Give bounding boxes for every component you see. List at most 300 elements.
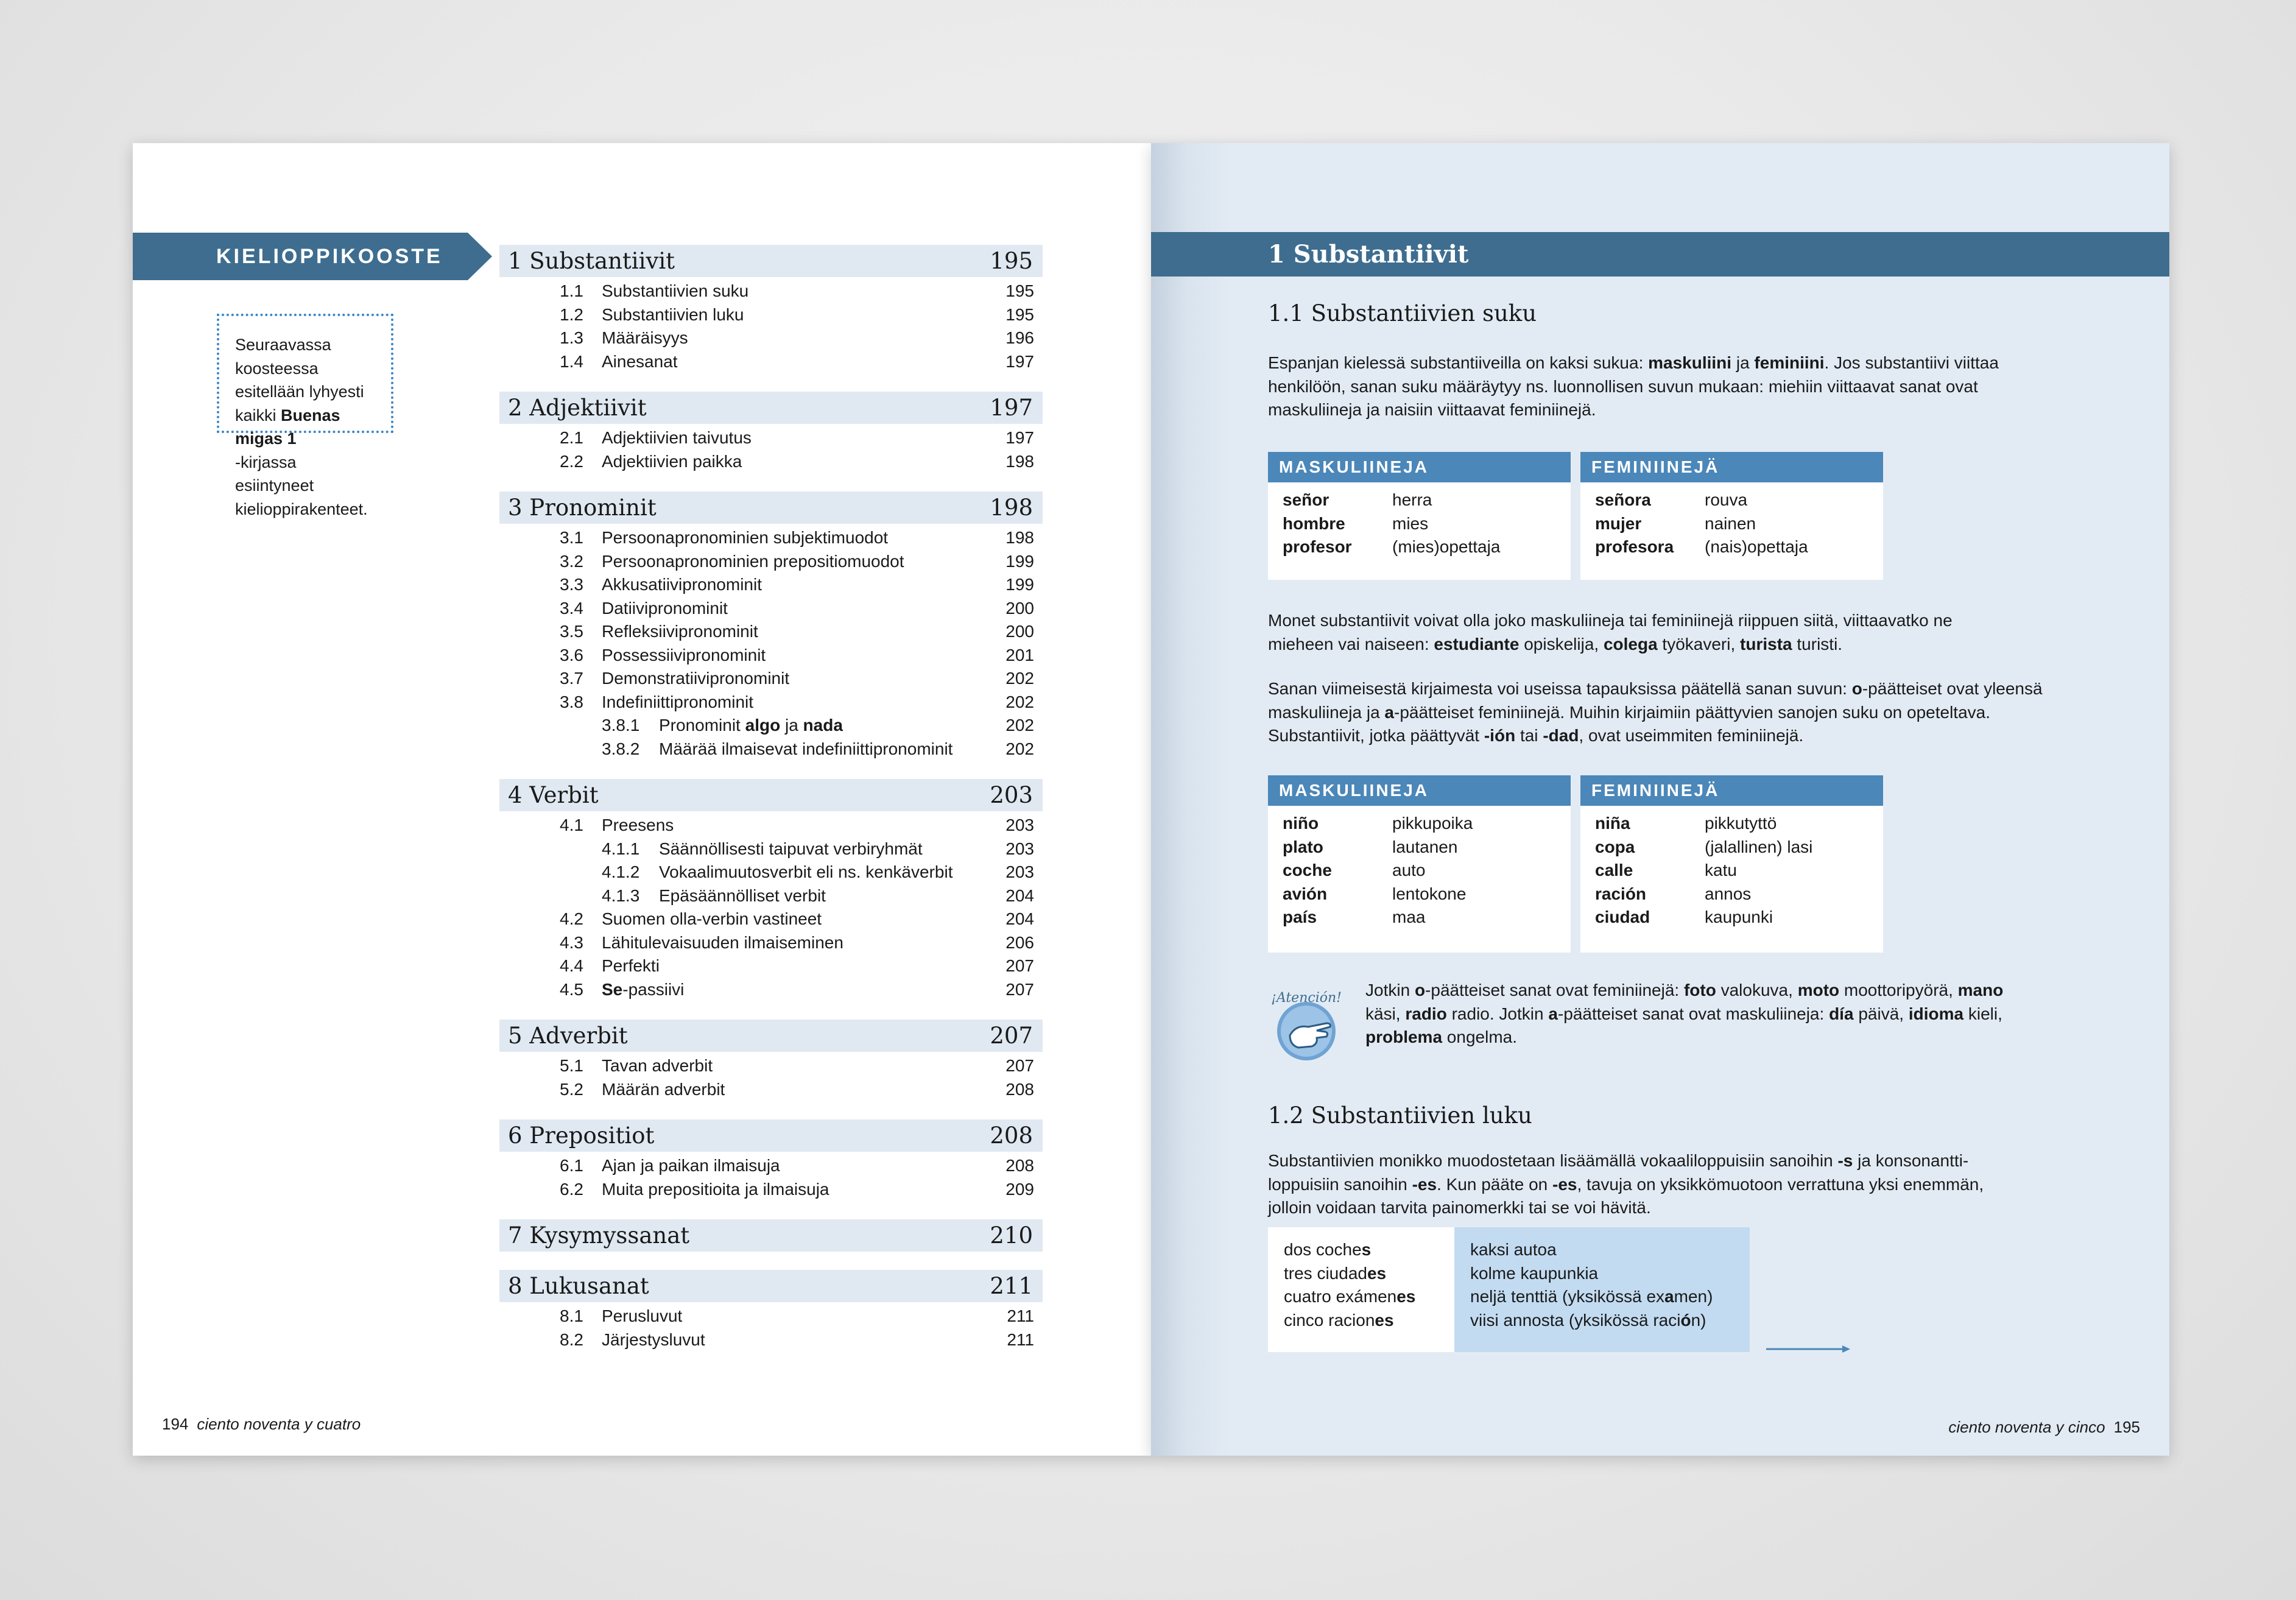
paragraph-word-endings [1268,677,2078,748]
toc-chapter-heading [499,779,1043,811]
toc-chapter-heading [499,1020,1043,1052]
banner-arrow-shape [468,233,492,280]
text-run: Monet substantiivit voivat olla joko maskuliineja tai feminiinejä riippuen siitä, viittaavatko ne [1268,611,1953,630]
text-run: . Kun pääte on [1437,1174,1553,1194]
chapter-page-number: 208 [990,1122,1033,1149]
entry-title: Substantiivien suku [602,281,749,300]
vocab-header: FEMINIINEJÄ [1580,452,1883,482]
bold-term: a [1384,702,1394,722]
text-run: -passiivi [622,979,685,999]
entry-number: 2.1 [560,428,583,447]
chapter-page-number: 211 [990,1273,1033,1299]
text-run: kolme kaupunkia [1470,1263,1599,1283]
bold-term: Se [602,979,623,999]
entry-number: 3.8 [560,692,583,711]
atencion-label: ¡Atención! [1271,990,1342,1006]
text-run: kieli, [1963,1004,2002,1023]
toc-entry-list [499,277,1043,373]
bold-term: feminiini [1754,353,1825,372]
bold-term: radio [1405,1004,1447,1023]
vocab-table-masculine [1268,775,1571,953]
toc-entry [499,907,1043,931]
bold-term: moto [1797,981,1840,999]
text-run: Substantiivien monikko muodostetaan lisäämällä vokaaliloppuisiin sanoihin [1268,1151,1838,1170]
entry-number: 6.1 [560,1156,583,1175]
section-title: 1 Substantiivit [1268,240,1469,269]
vocab-header: MASKULIINEJA [1268,452,1571,482]
text-run: valokuva, [1716,981,1798,999]
text-run: n) [1691,1310,1706,1330]
toc-entry [499,573,1043,597]
text-run: ja konsonantti- [1853,1151,1969,1170]
finnish-translation: pikkutyttö [1705,814,1777,833]
spanish-word: profesora [1595,537,1674,556]
entry-page-number: 203 [1005,839,1034,858]
vocab-header: MASKULIINEJA [1268,775,1571,806]
toc-entry [499,667,1043,691]
spanish-word: señor [1283,490,1329,509]
toc-chapter-heading [499,245,1043,277]
entry-page-number: 207 [1005,1056,1034,1075]
plural-ending: es [1396,1287,1416,1306]
text-run: kaksi autoa [1470,1240,1557,1259]
finnish-translation: katu [1705,861,1737,879]
entry-title: Possessiivipronominit [602,645,766,664]
plural-spanish [1284,1285,1415,1309]
entry-title [659,714,843,738]
entry-title: Demonstratiivipronominit [602,669,790,688]
toc-chapter-heading [499,1219,1043,1252]
bold-term: nada [803,716,843,735]
entry-number: 4.1.2 [602,862,640,881]
text-run: käsi, [1365,1004,1406,1023]
toc-entry [499,597,1043,621]
vocab-rows [1268,482,1571,559]
vocab-rows [1268,806,1571,929]
entry-number: 5.2 [560,1079,583,1099]
entry-number: 4.3 [560,932,583,952]
finnish-translation: auto [1392,861,1426,879]
vocab-table-feminine [1580,452,1883,580]
vocab-row [1580,812,1883,836]
toc-entry [499,550,1043,574]
toc-entry [499,1328,1043,1352]
toc-entry [499,931,1043,955]
text-run: -päätteiset sanat ovat feminiinejä: [1425,981,1684,999]
entry-title: Määrää ilmaisevat indefiniittipronominit [659,739,953,758]
toc-entry [499,714,1043,738]
toc-entry [499,837,1043,861]
text-run: -päätteiset sanat ovat maskuliineja: [1557,1004,1829,1023]
entry-page-number: 211 [1007,1306,1034,1325]
entry-title: Substantiivien luku [602,305,744,324]
text-run: -päätteiset feminiinejä. Muihin kirjaimiin päättyvien sanojen suku on opeteltava. [1394,702,1990,722]
text-run: -päätteiset ovat yleensä [1862,679,2043,698]
entry-title: Indefiniittipronominit [602,692,754,711]
entry-page-number: 201 [1005,645,1034,664]
text-run: ja [780,716,803,735]
entry-number: 8.2 [560,1330,583,1349]
toc-entry [499,526,1043,550]
finnish-translation: (nais)opettaja [1705,537,1808,556]
page-number-words: ciento noventa y cuatro [197,1415,361,1433]
entry-title: Datiivipronominit [602,598,728,618]
entry-page-number: 199 [1005,551,1034,571]
intro-line: esitellään lyhyesti [235,382,364,401]
chapter-page-number: 210 [990,1222,1033,1249]
text-run: Pronominit [659,716,745,735]
entry-number: 1.3 [560,328,583,347]
plural-ending: es [1367,1263,1387,1283]
spanish-word: niño [1283,814,1319,833]
intro-line: kielioppirakenteet. [235,499,368,518]
entry-number: 3.8.2 [602,739,640,758]
text-run: neljä tenttiä (yksikössä ex [1470,1287,1665,1306]
toc-entry [499,1305,1043,1328]
entry-page-number: 202 [1005,739,1034,758]
bold-term: o [1414,981,1426,999]
entry-page-number: 203 [1005,862,1034,881]
vocab-row [1268,535,1571,559]
entry-number: 3.6 [560,645,583,664]
entry-number: 1.1 [560,281,583,300]
entry-number: 1.4 [560,351,583,371]
toc-entry [499,350,1043,374]
vocab-row [1580,859,1883,883]
entry-page-number: 202 [1005,716,1034,735]
entry-number: 1.2 [560,305,583,324]
text-run: , tavuja on yksikkömuotoon verrattuna yksi enemmän, [1577,1174,1984,1194]
page-number: 195 [2113,1418,2140,1436]
toc-entry-list [499,1302,1043,1352]
chapter-title: 2 Adjektiivit [508,395,647,421]
bold-term: problema [1365,1027,1443,1046]
bold-term: a [1548,1004,1558,1023]
spanish-word: hombre [1283,513,1345,533]
bold-term: turista [1740,634,1792,654]
chapter-page-number: 198 [990,495,1033,521]
text-run: viisi annosta (yksikössä raci [1470,1310,1681,1330]
bold-term: -s [1837,1151,1853,1170]
toc-entry [499,326,1043,350]
toc-entry [499,978,1043,1002]
text-run: moottoripyörä, [1839,981,1958,999]
bold-term: día [1829,1004,1854,1023]
text-run: dos coche [1284,1240,1362,1259]
vocab-row [1580,535,1883,559]
entry-number: 4.5 [560,979,583,999]
toc-entry [499,1178,1043,1202]
plural-finnish [1470,1309,1706,1333]
text-run: cuatro exámen [1284,1287,1397,1306]
bold-term: foto [1683,981,1716,999]
table-of-contents [499,245,1043,1352]
entry-page-number: 197 [1005,428,1034,447]
finnish-translation: lentokone [1392,884,1467,903]
toc-entry-list [499,811,1043,1001]
entry-title: Säännöllisesti taipuvat verbiryhmät [659,839,923,858]
entry-page-number: 202 [1005,692,1034,711]
plural-spanish [1284,1238,1371,1262]
right-page [1151,143,2169,1456]
vocab-row [1268,859,1571,883]
finnish-translation: kaupunki [1705,907,1773,926]
intro-line: kaikki [235,406,281,425]
entry-page-number: 208 [1005,1156,1034,1175]
text-run: opiskelija, [1519,634,1604,654]
text-run: työkaveri, [1657,634,1741,654]
toc-entry [499,303,1043,327]
chapter-title: 3 Pronominit [508,495,657,521]
plural-spanish [1284,1262,1386,1286]
atencion-icon [1261,978,1352,1069]
entry-title [602,978,684,1002]
entry-number: 4.1 [560,816,583,834]
bold-term: -ión [1484,726,1516,745]
vocab-rows [1580,806,1883,929]
spanish-word: niña [1595,814,1630,833]
spanish-word: copa [1595,837,1635,856]
text-run: ja [1731,353,1755,372]
paragraph-gender [1268,351,2078,422]
text-run: päivä, [1853,1004,1909,1023]
entry-number: 3.4 [560,598,583,618]
vocab-row [1268,488,1571,512]
entry-title: Adjektiivien taivutus [602,428,752,447]
toc-chapter-heading [499,1119,1043,1152]
entry-number: 6.2 [560,1179,583,1199]
entry-page-number: 204 [1005,886,1034,905]
entry-title: Perusluvut [602,1306,683,1325]
text-run: Sanan viimeisestä kirjaimesta voi useissa tapauksissa päätellä sanan suvun: [1268,679,1852,698]
vocab-table-masculine [1268,452,1571,580]
chapter-title: 1 Substantiivit [508,248,675,274]
entry-page-number: 208 [1005,1079,1034,1099]
page-footer-left [162,1415,361,1434]
spanish-word: mujer [1595,513,1642,533]
vocab-row [1580,836,1883,859]
text-run: loppuisiin sanoihin [1268,1174,1412,1194]
subsection-heading: 1.2 Substantiivien luku [1268,1102,1532,1129]
spanish-word: plato [1283,837,1323,856]
entry-number: 3.7 [560,669,583,688]
finnish-translation: nainen [1705,513,1756,533]
vocab-row [1268,883,1571,906]
toc-entry-list [499,524,1043,761]
intro-box [217,314,393,518]
entry-page-number: 207 [1005,979,1034,999]
paragraph-either-gender [1268,609,2078,656]
toc-entry [499,861,1043,884]
chapter-title: 4 Verbit [508,782,599,808]
text-run: . Jos substantiivi viittaa [1824,353,1999,372]
entry-title: Ainesanat [602,351,678,371]
entry-number: 3.1 [560,528,583,547]
entry-page-number: 198 [1005,528,1034,547]
finnish-translation: (jalallinen) lasi [1705,837,1813,856]
entry-number: 3.3 [560,575,583,594]
toc-entry [499,1054,1043,1078]
vocab-row [1580,906,1883,929]
entry-title: Järjestysluvut [602,1330,705,1349]
entry-page-number: 196 [1005,328,1034,347]
chapter-page-number: 195 [990,248,1033,274]
text-run: radio. Jotkin [1446,1004,1549,1023]
page-footer-right [1948,1418,2140,1437]
toc-entry [499,280,1043,303]
toc-entry [499,426,1043,450]
text-run: maskuliineja ja naisiin viittaavat feminiinejä. [1268,400,1596,419]
toc-entry [499,738,1043,761]
text-run: men) [1674,1287,1713,1306]
finnish-translation: pikkupoika [1392,814,1473,833]
entry-number: 4.1.3 [602,886,640,905]
chapter-page-number: 207 [990,1023,1033,1049]
left-page [133,143,1151,1456]
text-run: Jotkin [1365,981,1415,999]
finnish-translation: rouva [1705,490,1748,509]
entry-number: 4.2 [560,909,583,928]
entry-page-number: 195 [1005,305,1034,324]
spanish-word: ciudad [1595,907,1650,926]
toc-entry [499,884,1043,908]
attention-note [1365,979,2096,1049]
entry-number: 3.8.1 [602,716,640,735]
chapter-title: 8 Lukusanat [508,1273,649,1299]
spanish-word: avión [1283,884,1328,903]
intro-book-title: Buenas migas 1 [235,406,340,448]
subsection-heading: 1.1 Substantiivien suku [1268,300,1537,326]
entry-title: Epäsäännölliset verbit [659,886,826,905]
chapter-title: 6 Prepositiot [508,1122,655,1149]
entry-title: Muita prepositioita ja ilmaisuja [602,1179,829,1199]
vocab-row [1268,836,1571,859]
vocab-row [1268,512,1571,536]
entry-title: Määräisyys [602,328,688,347]
entry-page-number: 199 [1005,575,1034,594]
plural-ending: es [1375,1310,1394,1330]
entry-title: Perfekti [602,956,660,975]
toc-entry [499,620,1043,644]
entry-page-number: 204 [1005,909,1034,928]
bold-term: -es [1412,1174,1437,1194]
toc-chapter-heading [499,392,1043,424]
plural-finnish [1470,1238,1557,1262]
toc-entry [499,814,1043,837]
vocab-row [1268,812,1571,836]
entry-number: 2.2 [560,451,583,471]
toc-entry-list [499,424,1043,473]
spanish-word: ración [1595,884,1647,903]
text-run: Espanjan kielessä substantiiveilla on kaksi sukua: [1268,353,1649,372]
entry-title: Preesens [602,816,674,834]
entry-number: 8.1 [560,1306,583,1325]
text-run: tai [1515,726,1543,745]
text-run: cinco racion [1284,1310,1375,1330]
finnish-translation: lautanen [1392,837,1458,856]
paragraph-plural [1268,1149,2078,1220]
text-run: , ovat useimmiten feminiinejä. [1579,726,1804,745]
entry-title: Persoonapronominien subjektimuodot [602,528,889,547]
toc-entry [499,954,1043,978]
finnish-translation: (mies)opettaja [1392,537,1501,556]
toc-entry [499,450,1043,474]
plural-ending: s [1361,1240,1372,1259]
text-run: maskuliineja ja [1268,702,1385,722]
entry-page-number: 203 [1005,816,1034,834]
entry-number: 5.1 [560,1056,583,1075]
entry-page-number: 197 [1005,351,1034,371]
toc-entry [499,691,1043,714]
bold-term: maskuliini [1648,353,1732,372]
page-number: 194 [162,1415,189,1433]
entry-number: 3.2 [560,551,583,571]
plural-finnish [1470,1262,1598,1286]
bold-term: estudiante [1434,634,1520,654]
entry-title: Lähitulevaisuuden ilmaiseminen [602,932,843,952]
entry-title: Persoonapronominien prepositiomuodot [602,551,904,571]
finnish-translation: herra [1392,490,1432,509]
toc-chapter-heading [499,1270,1043,1302]
entry-title: Tavan adverbit [602,1056,713,1075]
entry-page-number: 211 [1007,1330,1034,1349]
stressed-letter: a [1664,1287,1674,1306]
toc-entry [499,1078,1043,1102]
finnish-translation: annos [1705,884,1752,903]
bold-term: -es [1552,1174,1577,1194]
spanish-word: coche [1283,861,1332,879]
entry-title: Vokaalimuutosverbit eli ns. kenkäverbit [659,862,953,881]
text-run: mieheen vai naiseen: [1268,634,1434,654]
plural-spanish [1284,1309,1394,1333]
plural-examples-box [1268,1227,1746,1352]
vocab-header: FEMINIINEJÄ [1580,775,1883,806]
banner-title: KIELIOPPIKOOSTE [216,245,443,268]
toc-chapter-heading [499,492,1043,524]
text-run: jolloin voidaan tarvita painomerkki tai se voi hävitä. [1268,1198,1651,1217]
spanish-word: calle [1595,861,1633,879]
entry-page-number: 198 [1005,451,1034,471]
entry-page-number: 200 [1005,622,1034,641]
page-number-words: ciento noventa y cinco [1948,1418,2105,1436]
entry-page-number: 209 [1005,1179,1034,1199]
entry-number: 4.1.1 [602,839,640,858]
text-run: turisti. [1792,634,1843,654]
bold-term: o [1851,679,1862,698]
entry-title: Määrän adverbit [602,1079,725,1099]
bold-term: colega [1603,634,1658,654]
entry-title: Ajan ja paikan ilmaisuja [602,1156,780,1175]
vocab-rows [1580,482,1883,559]
bold-term: idioma [1908,1004,1964,1023]
entry-page-number: 200 [1005,598,1034,618]
toc-entry [499,644,1043,668]
intro-line: -kirjassa esiintyneet [235,453,314,495]
entry-title: Suomen olla-verbin vastineet [602,909,822,928]
entry-page-number: 195 [1005,281,1034,300]
vocab-row [1268,906,1571,929]
toc-entry-list [499,1052,1043,1101]
toc-entry-list [499,1152,1043,1201]
entry-page-number: 202 [1005,669,1034,688]
text-run: Substantiivit, jotka päättyvät [1268,726,1484,745]
intro-line: Seuraavassa koosteessa [235,336,331,378]
spanish-word: señora [1595,490,1651,509]
continue-arrow-icon [1766,1343,1851,1355]
text-run: ongelma. [1442,1027,1517,1046]
spanish-word: profesor [1283,537,1352,556]
bold-term: algo [745,716,781,735]
